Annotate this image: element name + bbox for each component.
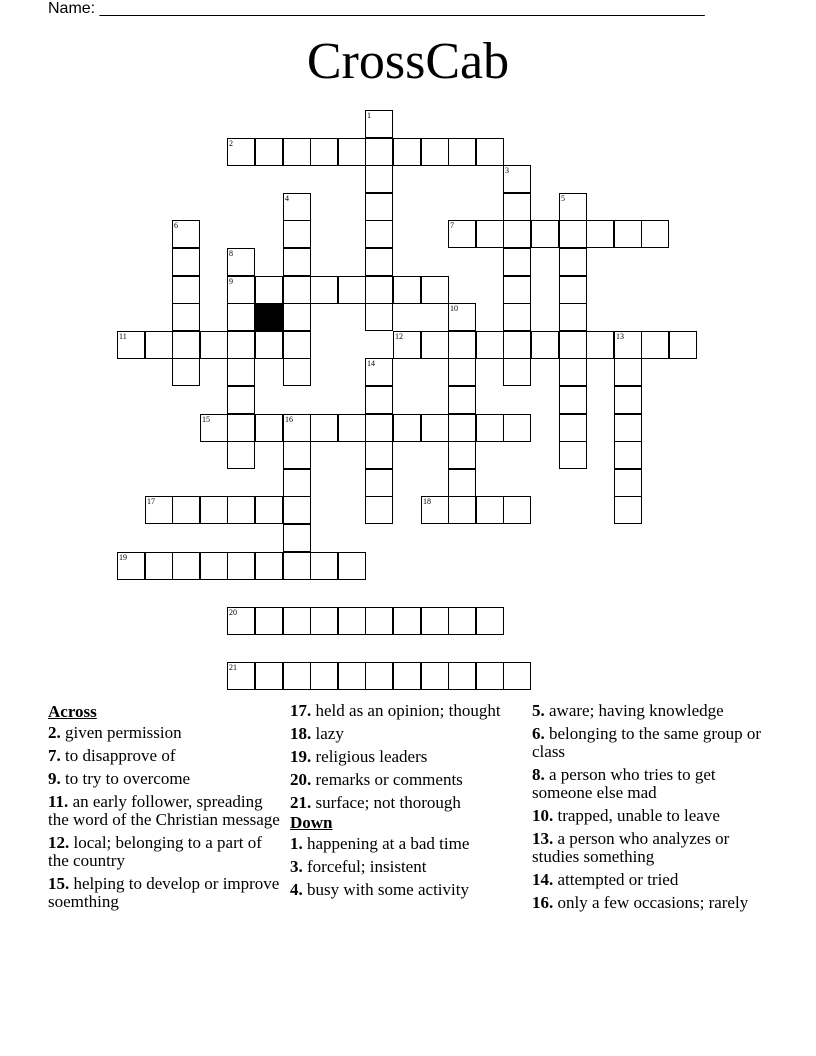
grid-cell[interactable] — [448, 386, 476, 414]
grid-cell[interactable] — [641, 331, 669, 359]
grid-cell[interactable] — [559, 248, 587, 276]
name-field[interactable]: Name: ____________________________________________________________________ — [48, 0, 705, 17]
grid-cell[interactable] — [310, 662, 338, 690]
grid-cell[interactable] — [365, 276, 393, 304]
grid-cell[interactable] — [448, 331, 476, 359]
grid-cell[interactable] — [172, 496, 200, 524]
grid-cell[interactable] — [448, 414, 476, 442]
grid-cell[interactable] — [338, 662, 366, 690]
down-heading: Down — [290, 813, 333, 832]
grid-cell[interactable] — [227, 386, 255, 414]
grid-cell[interactable] — [503, 414, 531, 442]
clue-down-13: 13. a person who analyzes or studies something — [532, 829, 730, 866]
grid-cell[interactable] — [448, 496, 476, 524]
grid-cell[interactable] — [338, 414, 366, 442]
grid-cell[interactable] — [669, 331, 697, 359]
grid-cell[interactable] — [614, 220, 642, 248]
grid-cell[interactable] — [310, 276, 338, 304]
grid-cell[interactable] — [200, 496, 228, 524]
grid-cell[interactable] — [200, 552, 228, 580]
grid-cell[interactable] — [393, 414, 421, 442]
clue-down-14: 14. attempted or tried — [532, 870, 679, 889]
clue-across-17: 17. held as an opinion; thought — [290, 701, 501, 720]
clue-down-10: 10. trapped, unable to leave — [532, 806, 720, 825]
grid-cell[interactable] — [365, 358, 393, 386]
grid-cell[interactable] — [559, 276, 587, 304]
grid-cell[interactable] — [283, 303, 311, 331]
grid-cell[interactable] — [476, 607, 504, 635]
grid-cell[interactable] — [172, 331, 200, 359]
grid-cell[interactable] — [227, 414, 255, 442]
grid-cell[interactable] — [448, 138, 476, 166]
grid-cell[interactable] — [393, 276, 421, 304]
grid-cell[interactable] — [283, 469, 311, 497]
grid-cell[interactable] — [255, 662, 283, 690]
grid-cell[interactable] — [227, 496, 255, 524]
grid-cell[interactable] — [586, 331, 614, 359]
clue-down-5: 5. aware; having knowledge — [532, 701, 724, 720]
grid-cell[interactable] — [503, 662, 531, 690]
grid-cell[interactable] — [283, 358, 311, 386]
clue-number: 12 — [395, 332, 403, 341]
grid-cell[interactable] — [283, 607, 311, 635]
grid-cell[interactable] — [614, 414, 642, 442]
clue-number: 16 — [285, 415, 293, 424]
grid-cell[interactable] — [117, 331, 145, 359]
grid-cell[interactable] — [476, 496, 504, 524]
clues-column-3 — [532, 702, 772, 917]
grid-cell[interactable] — [255, 138, 283, 166]
grid-cell[interactable] — [503, 248, 531, 276]
clue-across-19: 19. religious leaders — [290, 747, 428, 766]
clue-number: 15 — [202, 415, 210, 424]
grid-cell[interactable] — [283, 414, 311, 442]
grid-cell[interactable] — [145, 552, 173, 580]
grid-cell[interactable] — [283, 441, 311, 469]
page-title: CrossCab — [306, 33, 510, 90]
grid-cell[interactable] — [365, 193, 393, 221]
clue-number: 20 — [229, 608, 237, 617]
grid-cell[interactable] — [559, 331, 587, 359]
grid-cell[interactable] — [393, 662, 421, 690]
grid-cell[interactable] — [172, 276, 200, 304]
grid-cell[interactable] — [393, 607, 421, 635]
clue-number: 5 — [561, 194, 565, 203]
clue-down-3: 3. forceful; insistent — [290, 857, 427, 876]
grid-cell[interactable] — [476, 414, 504, 442]
grid-cell[interactable] — [365, 414, 393, 442]
clue-number: 2 — [229, 139, 233, 148]
grid-cell[interactable] — [614, 386, 642, 414]
clue-number: 17 — [147, 497, 155, 506]
grid-cell[interactable] — [283, 524, 311, 552]
grid-cell[interactable] — [227, 138, 255, 166]
clues-column-1 — [48, 702, 283, 916]
grid-cell[interactable] — [283, 662, 311, 690]
grid-cell[interactable] — [421, 276, 449, 304]
grid-cell[interactable] — [255, 414, 283, 442]
grid-cell[interactable] — [448, 220, 476, 248]
clue-number: 7 — [450, 221, 454, 230]
grid-cell[interactable] — [476, 662, 504, 690]
grid-cell[interactable] — [227, 358, 255, 386]
grid-cell[interactable] — [503, 193, 531, 221]
clue-down-1: 1. happening at a bad time — [290, 834, 470, 853]
black-square — [255, 303, 283, 331]
grid-cell[interactable] — [503, 276, 531, 304]
grid-cell[interactable] — [255, 607, 283, 635]
grid-cell[interactable] — [227, 441, 255, 469]
grid-cell[interactable] — [421, 331, 449, 359]
grid-cell[interactable] — [310, 607, 338, 635]
grid-cell[interactable] — [255, 276, 283, 304]
grid-cell[interactable] — [531, 220, 559, 248]
grid-cell[interactable] — [531, 331, 559, 359]
grid-cell[interactable] — [338, 276, 366, 304]
clue-number: 14 — [367, 359, 375, 368]
grid-cell[interactable] — [614, 469, 642, 497]
grid-cell[interactable] — [503, 331, 531, 359]
clue-number: 8 — [229, 249, 233, 258]
grid-cell[interactable] — [365, 386, 393, 414]
clue-across-2: 2. given permission — [48, 723, 182, 742]
grid-cell[interactable] — [145, 331, 173, 359]
grid-cell[interactable] — [310, 138, 338, 166]
grid-cell[interactable] — [559, 414, 587, 442]
grid-cell[interactable] — [283, 138, 311, 166]
clue-across-15: 15. helping to develop or improve soemthing — [48, 874, 280, 911]
grid-cell[interactable] — [227, 248, 255, 276]
clue-number: 11 — [119, 332, 127, 341]
clue-across-7: 7. to disapprove of — [48, 746, 176, 765]
grid-cell[interactable] — [448, 469, 476, 497]
grid-cell[interactable] — [172, 358, 200, 386]
grid-cell[interactable] — [227, 607, 255, 635]
grid-cell[interactable] — [586, 220, 614, 248]
grid-cell[interactable] — [448, 358, 476, 386]
grid-cell[interactable] — [365, 165, 393, 193]
grid-cell[interactable] — [365, 662, 393, 690]
grid-cell[interactable] — [310, 552, 338, 580]
grid-cell[interactable] — [476, 220, 504, 248]
grid-cell[interactable] — [283, 248, 311, 276]
grid-cell[interactable] — [476, 331, 504, 359]
grid-cell[interactable] — [227, 552, 255, 580]
grid-cell[interactable] — [614, 441, 642, 469]
grid-cell[interactable] — [365, 469, 393, 497]
grid-cell[interactable] — [448, 441, 476, 469]
clue-number: 13 — [616, 332, 624, 341]
grid-cell[interactable] — [365, 138, 393, 166]
grid-cell[interactable] — [393, 138, 421, 166]
clue-down-4: 4. busy with some activity — [290, 880, 469, 899]
grid-cell[interactable] — [365, 607, 393, 635]
grid-cell[interactable] — [338, 138, 366, 166]
grid-cell[interactable] — [559, 193, 587, 221]
grid-cell[interactable] — [338, 607, 366, 635]
grid-cell[interactable] — [448, 303, 476, 331]
grid-cell[interactable] — [503, 220, 531, 248]
grid-cell[interactable] — [614, 331, 642, 359]
clue-down-16: 16. only a few occasions; rarely — [532, 893, 749, 912]
grid-cell[interactable] — [448, 607, 476, 635]
grid-cell[interactable] — [227, 303, 255, 331]
clue-number: 19 — [119, 553, 127, 562]
grid-cell[interactable] — [421, 662, 449, 690]
clue-number: 4 — [285, 194, 289, 203]
grid-cell[interactable] — [559, 386, 587, 414]
grid-cell[interactable] — [145, 496, 173, 524]
clue-number: 3 — [505, 166, 509, 175]
clue-number: 6 — [174, 221, 178, 230]
grid-cell[interactable] — [172, 220, 200, 248]
grid-cell[interactable] — [227, 276, 255, 304]
grid-cell[interactable] — [421, 607, 449, 635]
clue-across-12: 12. local; belonging to a part of the country — [48, 833, 262, 870]
grid-cell[interactable] — [503, 303, 531, 331]
grid-cell[interactable] — [614, 496, 642, 524]
grid-cell[interactable] — [448, 662, 476, 690]
grid-cell[interactable] — [365, 110, 393, 138]
grid-cell[interactable] — [283, 193, 311, 221]
grid-cell[interactable] — [227, 662, 255, 690]
grid-cell[interactable] — [365, 220, 393, 248]
clue-number: 10 — [450, 304, 458, 313]
grid-cell[interactable] — [172, 552, 200, 580]
clue-number: 1 — [367, 111, 371, 120]
grid-cell[interactable] — [641, 220, 669, 248]
grid-cell[interactable] — [503, 358, 531, 386]
grid-cell[interactable] — [476, 138, 504, 166]
grid-cell[interactable] — [393, 331, 421, 359]
grid-cell[interactable] — [227, 331, 255, 359]
grid-cell[interactable] — [255, 552, 283, 580]
grid-cell[interactable] — [310, 414, 338, 442]
grid-cell[interactable] — [172, 248, 200, 276]
grid-cell[interactable] — [559, 358, 587, 386]
grid-cell[interactable] — [559, 441, 587, 469]
grid-cell[interactable] — [283, 552, 311, 580]
clue-number: 18 — [423, 497, 431, 506]
grid-cell[interactable] — [559, 303, 587, 331]
grid-cell[interactable] — [559, 220, 587, 248]
grid-cell[interactable] — [365, 303, 393, 331]
clue-across-18: 18. lazy — [290, 724, 344, 743]
clue-across-9: 9. to try to overcome — [48, 769, 191, 788]
clues-column-2 — [290, 702, 525, 904]
grid-cell[interactable] — [283, 331, 311, 359]
clue-number: 21 — [229, 663, 237, 672]
grid-cell[interactable] — [365, 441, 393, 469]
grid-cell[interactable] — [338, 552, 366, 580]
grid-cell[interactable] — [421, 414, 449, 442]
grid-cell[interactable] — [283, 496, 311, 524]
clue-down-6: 6. belonging to the same group or class — [532, 724, 761, 761]
grid-cell[interactable] — [365, 496, 393, 524]
grid-cell[interactable] — [365, 248, 393, 276]
grid-cell[interactable] — [255, 496, 283, 524]
grid-cell[interactable] — [172, 303, 200, 331]
clue-across-21: 21. surface; not thorough — [290, 793, 461, 812]
grid-cell[interactable] — [503, 165, 531, 193]
grid-cell[interactable] — [117, 552, 145, 580]
clue-across-20: 20. remarks or comments — [290, 770, 463, 789]
grid-cell[interactable] — [503, 496, 531, 524]
grid-cell[interactable] — [421, 138, 449, 166]
grid-cell[interactable] — [283, 220, 311, 248]
grid-cell[interactable] — [614, 358, 642, 386]
grid-cell[interactable] — [255, 331, 283, 359]
grid-cell[interactable] — [421, 496, 449, 524]
grid-cell[interactable] — [200, 414, 228, 442]
grid-cell[interactable] — [200, 331, 228, 359]
clue-across-11: 11. an early follower, spreading the word of the Christian message — [48, 792, 280, 829]
across-heading: Across — [48, 702, 97, 721]
clue-number: 9 — [229, 277, 233, 286]
clue-down-8: 8. a person who tries to get someone else mad — [532, 765, 716, 802]
grid-cell[interactable] — [283, 276, 311, 304]
